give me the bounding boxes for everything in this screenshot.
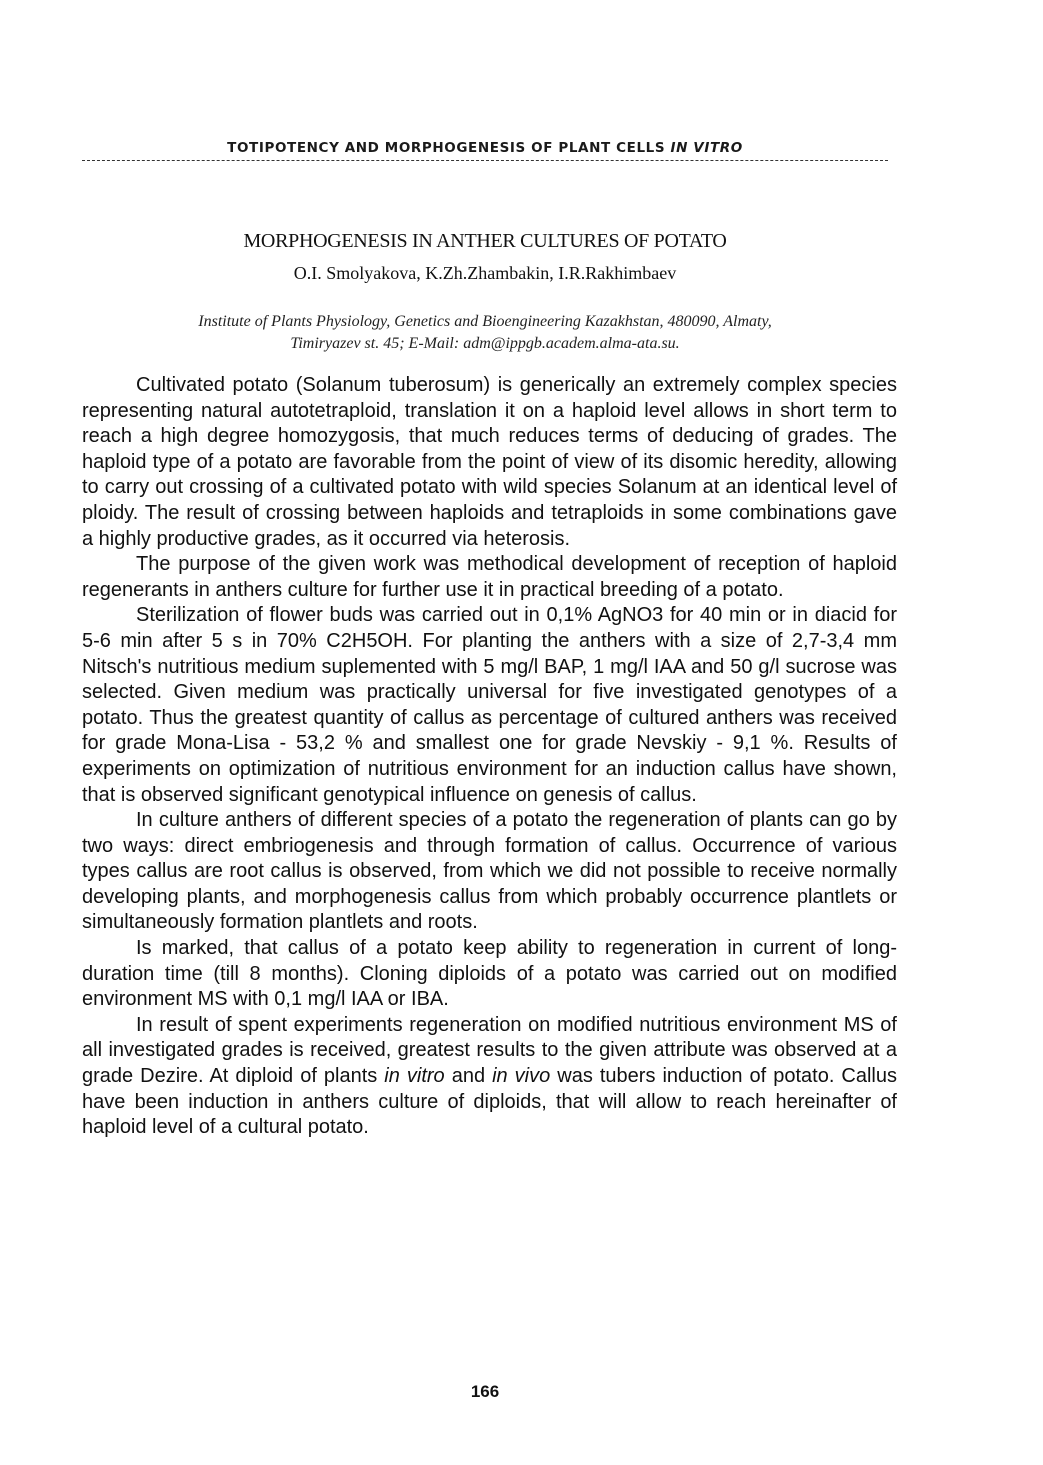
paragraph-6 [82, 1013, 897, 1141]
affiliation-line-2: Timiryazev st. 45; E-Mail: adm@ippgb.academ.alma-ata.su. [290, 335, 680, 352]
paragraph-6-part-c: and [444, 1065, 493, 1088]
header-rule [82, 160, 888, 161]
paragraph-6-part-e: was tubers induction of potato. Callus have been induction in anthers culture of diploids, that will allow to reach hereinafter of haploid level of a cultural potato. [82, 1065, 898, 1139]
paragraph-4: In culture anthers of different species of a potato the regeneration of plants can go by two ways: direct embriogenesis and through formation of callus. Occurrence of various types callus are root callus is observed, from which we did not possible to receive normally developing plants, and morphogenesis callus from which probably occurrence plantlets or simultaneously formation plantlets and roots. [82, 809, 897, 934]
article-body [82, 373, 897, 1141]
page-number: 166 [470, 1382, 500, 1401]
term-in-vitro: in vitro [384, 1065, 445, 1088]
running-head [82, 140, 888, 156]
article-affiliation [82, 311, 888, 355]
article-title: MORPHOGENESIS IN ANTHER CULTURES OF POTATO [243, 230, 727, 252]
running-head-text: TOTIPOTENCY AND MORPHOGENESIS OF PLANT CELLS [227, 140, 666, 156]
running-head-italic: IN VITRO [670, 140, 743, 156]
term-in-vivo: in vivo [492, 1065, 551, 1088]
paragraph-5: Is marked, that callus of a potato keep ability to regeneration in current of long-duration time (till 8 months). Cloning diploids of a potato was carried out on modified environment MS with 0,1 mg/l IAA or IBA. [82, 937, 897, 1011]
affiliation-line-1: Institute of Plants Physiology, Genetics and Bioengineering Kazakhstan, 480090, Almaty, [198, 313, 772, 330]
paragraph-2: The purpose of the given work was methodical development of reception of haploid regenerants in anthers culture for further use it in practical breeding of a potato. [82, 553, 897, 601]
paragraph-6-part-a: In result of spent experiments regeneration on modified nutritious environment MS of all investigated grades is received, greatest results to the given attribute was observed at a grade Dezire. At diploid of plants [82, 1013, 897, 1088]
article-authors: O.I. Smolyakova, K.Zh.Zhambakin, I.R.Rakhimbaev [293, 263, 677, 283]
paragraph-3: Sterilization of flower buds was carried out in 0,1% AgNO3 for 40 min or in diacid for 5-6 min after 5 s in 70% C2H5OH. For planting the anthers with a size of 2,7-3,4 mm Nitsch's nutritious medium suplemented with 5 mg/l BAP, 1 mg/l IAA and 50 g/l sucrose was selected. Given medium was practically universal for five investigated genotypes of a potato. Thus the greatest quantity of callus as percentage of cultured anthers was received for grade Mona-Lisa - 53,2 % and smallest one for grade Nevskiy - 9,1 %. Results of experiments on optimization of nutritious environment for an induction callus have shown, that is observed significant genotypical influence on genesis of callus. [82, 604, 897, 806]
paragraph-1: Cultivated potato (Solanum tuberosum) is generically an extremely complex species representing natural autotetraploid, translation it on a haploid level allows in short term to reach a high degree homozygosis, that much reduces terms of deducing of grades. The haploid type of a potato are favorable from the point of view of its disomic heredity, allowing to carry out crossing of a cultivated potato with wild species Solanum at an identical level of ploidy. The result of crossing between haploids and tetraploids in some combinations gave a highly productive grades, as it occurred via heterosis. [82, 374, 897, 550]
